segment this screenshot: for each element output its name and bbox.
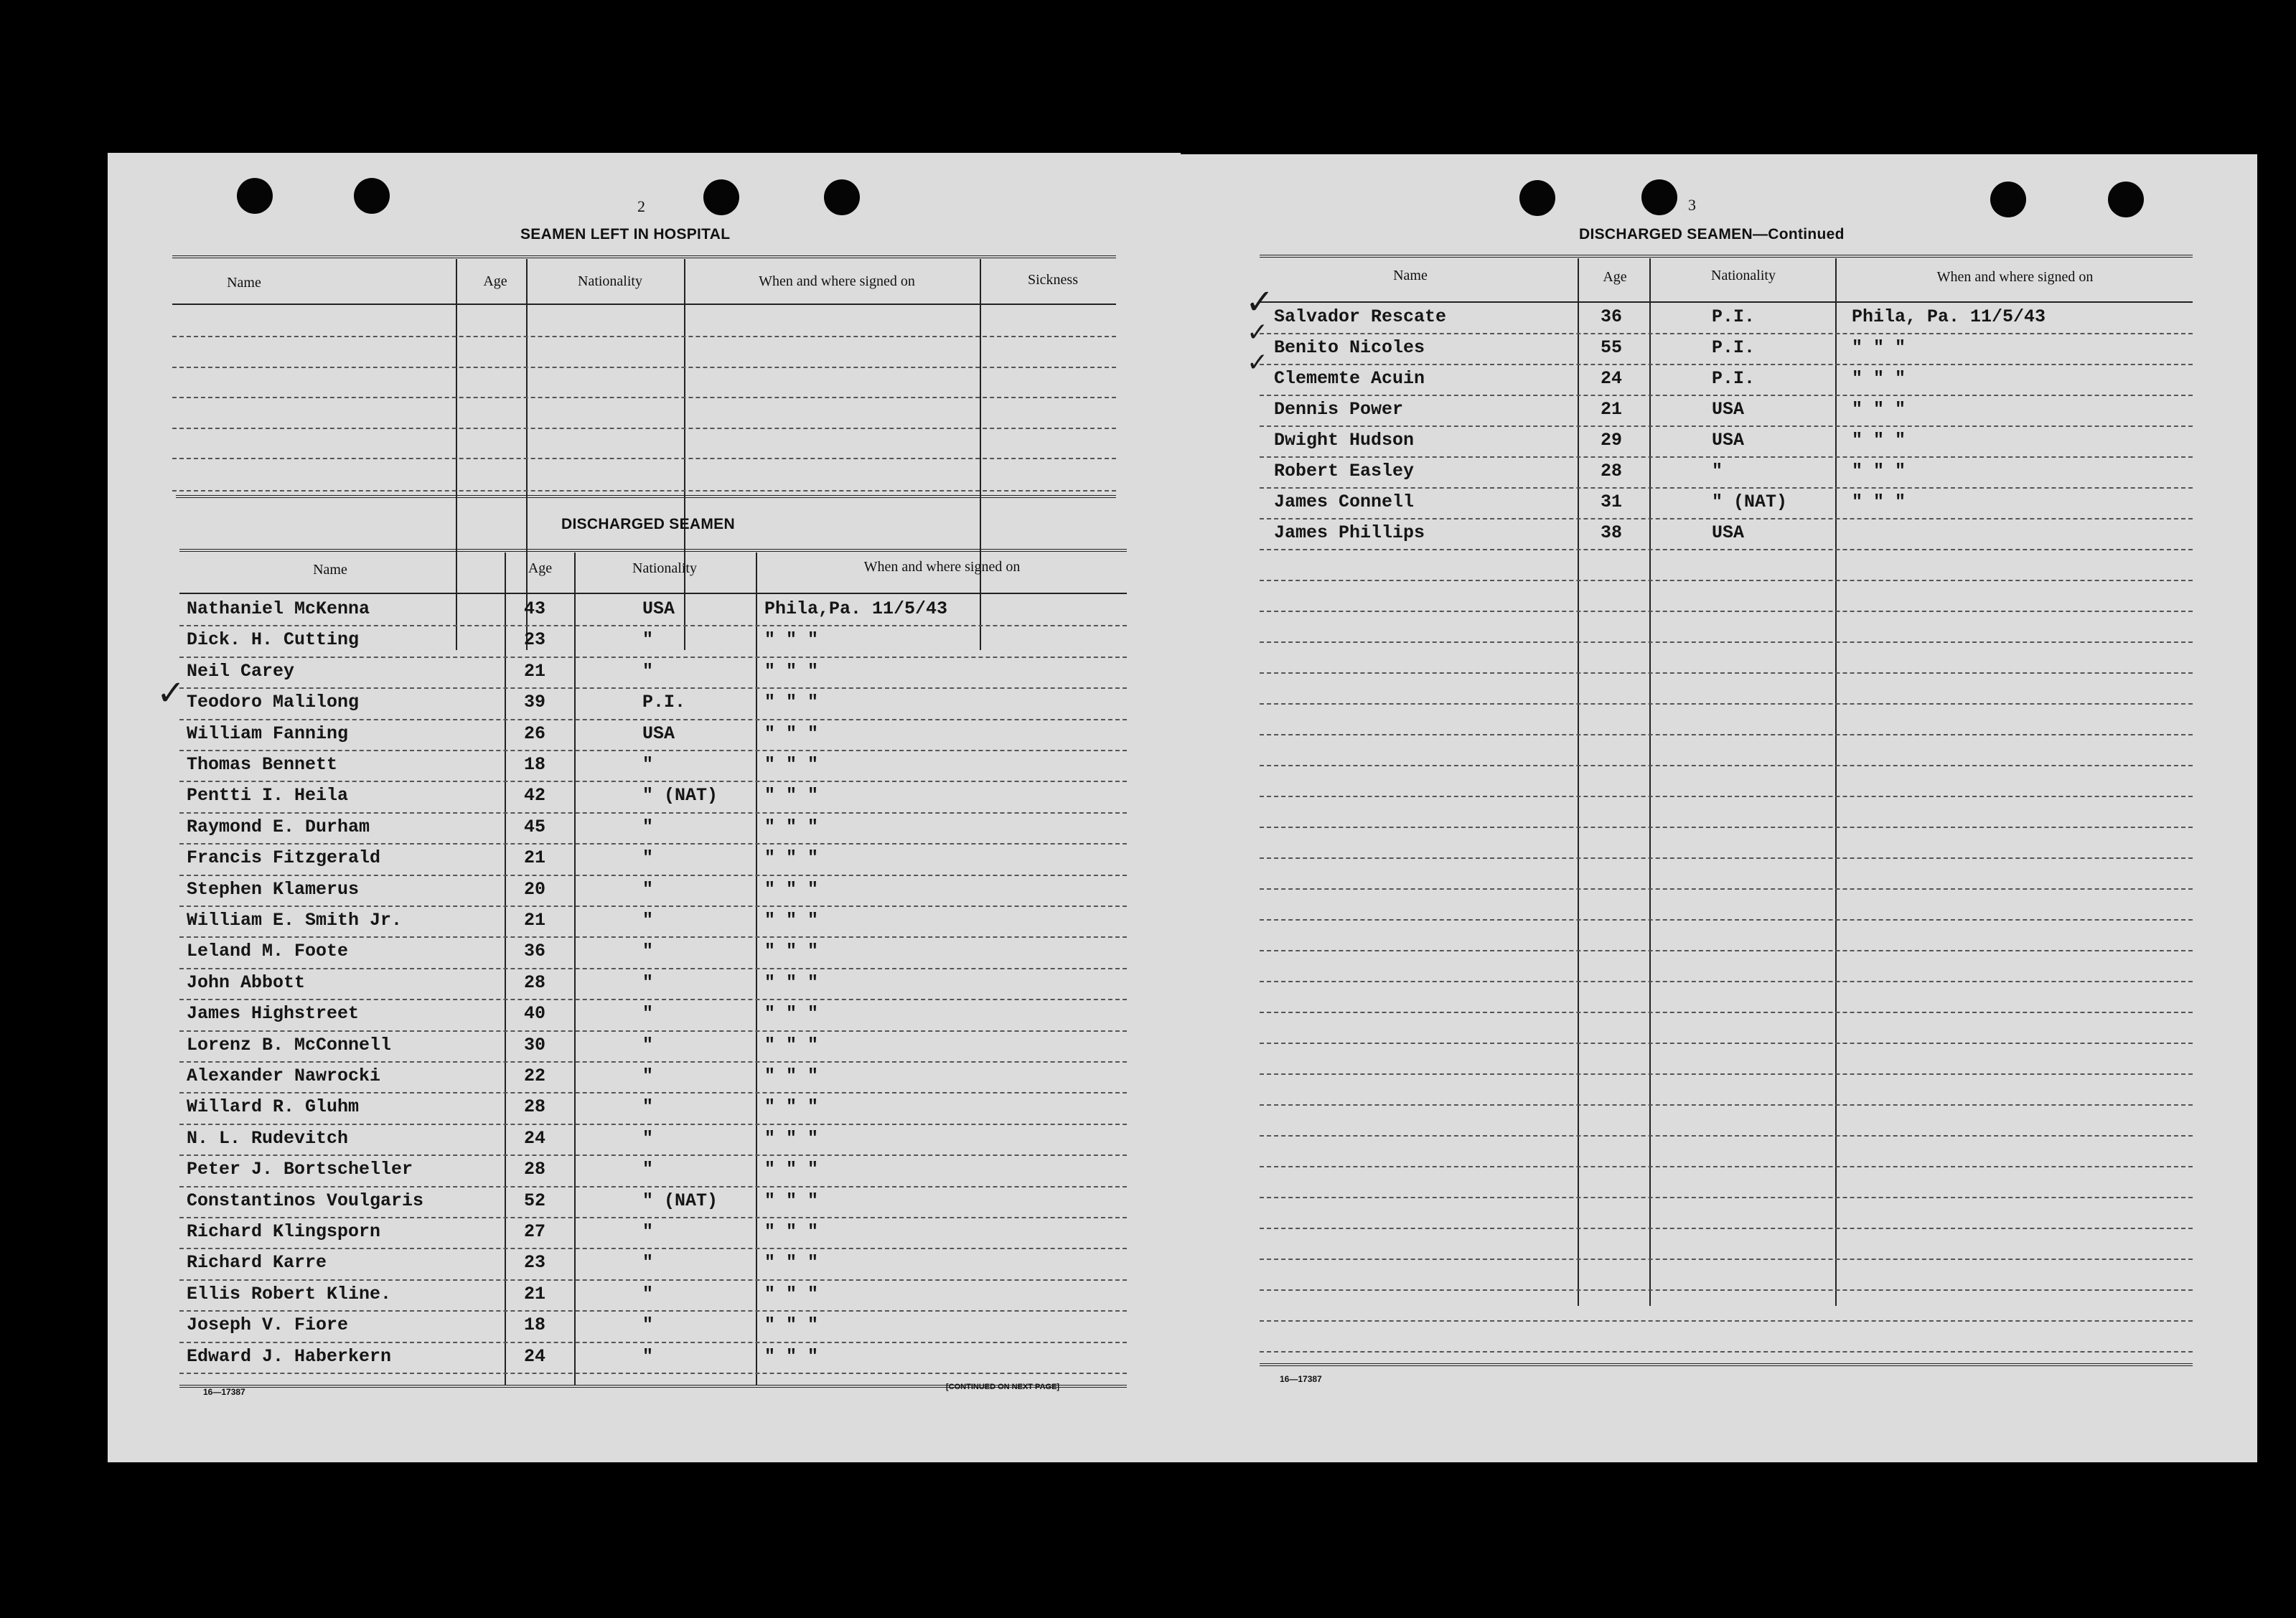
check-mark: ✓ [1247,318,1269,347]
row-rule [1260,796,2193,797]
row-rule [1260,1259,2193,1260]
rule [172,304,1116,305]
punch-hole [1641,179,1677,215]
row-nat: " [642,1096,654,1118]
row-rule [179,968,1127,969]
row-name: Alexander Nawrocki [187,1066,381,1086]
row-age: 27 [524,1221,546,1242]
hospital-header-name: Name [227,275,261,291]
rule [172,255,1116,258]
row-rule [1260,1104,2193,1106]
row-age: 21 [524,660,546,682]
row-nat: " [1712,461,1723,481]
row-rule [1260,950,2193,951]
discharged-header-name: Name [313,562,347,578]
row-rule [1260,580,2193,581]
row-nat: USA [1712,430,1745,451]
row-nat: " (NAT) [642,1190,718,1211]
rule [172,458,1116,459]
row-signed: " " " [764,754,819,775]
row-rule [179,906,1127,907]
rule [526,259,528,650]
row-signed: " " " [764,1221,819,1242]
right-header-signed: When and where signed on [1936,269,2094,285]
row-rule [1260,765,2193,766]
check-mark: ✓ [1245,282,1275,322]
row-age: 18 [524,1314,546,1336]
row-rule [179,1030,1127,1032]
punch-hole [703,179,739,215]
rule [684,259,685,650]
continued-note: [CONTINUED ON NEXT PAGE] [946,1383,1060,1391]
row-signed: " " " [764,629,819,651]
row-rule [179,812,1127,814]
row-name: Richard Karre [187,1252,327,1274]
row-rule [179,1217,1127,1218]
row-age: 24 [1601,368,1623,389]
punch-hole [2108,182,2144,217]
row-nat: " [642,878,654,900]
hospital-header-sickness: Sickness [1028,272,1078,288]
rule [1578,258,1579,1306]
row-rule [179,1279,1127,1281]
hospital-header-signed: When and where signed on [759,273,915,289]
row-name: Dwight Hudson [1274,430,1415,451]
row-name: Neil Carey [187,660,295,682]
row-nat: P.I. [1712,306,1756,327]
row-rule [179,936,1127,938]
row-name: N. L. Rudevitch [187,1127,349,1149]
rule [1260,255,2193,258]
row-rule [1260,1228,2193,1229]
row-name: Nathaniel McKenna [187,598,370,619]
row-name: Richard Klingsporn [187,1221,381,1242]
punch-hole [354,178,390,214]
row-nat: " [642,1345,654,1367]
row-rule [1260,456,2193,458]
row-nat: P.I. [1712,337,1756,358]
row-nat: P.I. [1712,368,1756,389]
row-age: 28 [524,1159,546,1180]
row-signed: " " " [764,692,819,713]
row-name: Francis Fitzgerald [187,847,381,869]
row-nat: " [642,1221,654,1242]
row-nat: " [642,1283,654,1304]
row-rule [1260,672,2193,674]
row-signed: " " " [1852,430,1906,451]
row-rule [1260,703,2193,705]
row-name: Stephen Klamerus [187,878,360,900]
row-age: 30 [524,1034,546,1055]
row-nat: " [642,1127,654,1149]
row-signed: " " " [764,847,819,869]
row-rule [1260,1166,2193,1167]
row-nat: USA [1712,522,1745,543]
row-rule [179,1124,1127,1125]
row-signed: " " " [764,785,819,806]
row-rule [1260,1012,2193,1013]
punch-hole [1519,180,1555,216]
row-signed: " " " [764,723,819,744]
row-name: Leland M. Foote [187,941,349,962]
row-age: 18 [524,754,546,775]
row-nat: " [642,941,654,962]
check-mark: ✓ [1247,348,1269,377]
row-rule [1260,1043,2193,1044]
left-page [108,153,1181,1462]
rule [1260,301,2193,303]
row-name: Willard R. Gluhm [187,1096,360,1118]
rule [176,495,1116,498]
row-nat: " [642,660,654,682]
row-nat: P.I. [642,692,686,713]
form-number: 16—17387 [1280,1374,1322,1384]
row-age: 20 [524,878,546,900]
row-rule [179,1310,1127,1312]
row-name: Peter J. Bortscheller [187,1159,413,1180]
row-rule [1260,827,2193,828]
row-nat: " [642,910,654,931]
row-age: 36 [524,941,546,962]
row-rule [1260,333,2193,334]
row-rule [1260,549,2193,550]
row-signed: " " " [764,941,819,962]
row-age: 26 [524,723,546,744]
row-age: 39 [524,692,546,713]
row-rule [1260,888,2193,890]
row-nat: " (NAT) [642,785,718,806]
row-name: Pentti I. Heila [187,785,349,806]
row-name: James Highstreet [187,1003,360,1025]
row-nat: " [642,847,654,869]
row-name: Raymond E. Durham [187,816,370,837]
row-nat: " [642,1066,654,1086]
row-age: 55 [1601,337,1623,358]
row-rule [1260,734,2193,735]
row-rule [179,1186,1127,1187]
row-age: 36 [1601,306,1623,327]
row-age: 23 [524,1252,546,1274]
row-nat: " [642,972,654,993]
row-signed: " " " [1852,399,1906,420]
right-header-nationality: Nationality [1711,268,1776,283]
row-age: 22 [524,1066,546,1086]
row-signed: " " " [764,1066,819,1086]
row-signed: " " " [764,1314,819,1336]
row-name: William E. Smith Jr. [187,910,403,931]
row-nat: " [642,816,654,837]
row-signed: " " " [1852,337,1906,358]
row-nat: " [642,1034,654,1055]
check-mark: ✓ [156,673,186,713]
row-name: James Phillips [1274,522,1425,543]
punch-hole [237,178,273,214]
right-page [1181,154,2257,1462]
row-signed: " " " [764,1345,819,1367]
row-signed: " " " [1852,461,1906,481]
row-rule [179,1061,1127,1063]
row-rule [1260,611,2193,612]
rule [1260,1363,2193,1366]
row-rule [1260,1351,2193,1353]
row-age: 21 [1601,399,1623,420]
rule [456,259,457,650]
row-rule [179,750,1127,751]
row-rule [1260,1135,2193,1137]
row-signed: Phila, Pa. 11/5/43 [1852,306,2046,327]
row-signed: " " " [764,1127,819,1149]
row-name: John Abbott [187,972,306,993]
row-rule [179,1373,1127,1374]
row-rule [179,1092,1127,1093]
row-age: 31 [1601,491,1623,512]
row-name: Clememte Acuin [1274,368,1425,389]
row-rule [1260,1320,2193,1322]
discharged-continued-title: DISCHARGED SEAMEN—Continued [1579,226,1845,243]
discharged-header-signed: When and where signed on [863,559,1021,575]
rule [172,397,1116,398]
row-nat: " [642,754,654,775]
hospital-header-nationality: Nationality [578,273,642,289]
row-age: 28 [524,1096,546,1118]
row-signed: " " " [764,1159,819,1180]
rule [1835,258,1837,1306]
row-rule [1260,364,2193,365]
row-rule [179,1154,1127,1156]
row-rule [1260,1197,2193,1198]
row-name: Teodoro Malilong [187,692,360,713]
page-number: 3 [1688,196,1696,214]
rule [172,490,1116,491]
row-signed: " " " [764,1190,819,1211]
row-age: 23 [524,629,546,651]
rule [172,428,1116,429]
row-name: Joseph V. Fiore [187,1314,349,1336]
row-nat: " [642,1252,654,1274]
row-rule [179,999,1127,1000]
row-name: Constantinos Voulgaris [187,1190,424,1211]
row-age: 45 [524,816,546,837]
punch-hole [1990,182,2026,217]
hospital-title: SEAMEN LEFT IN HOSPITAL [520,226,731,243]
row-signed: " " " [764,816,819,837]
row-age: 43 [524,598,546,619]
row-age: 28 [1601,461,1623,481]
row-signed: " " " [764,1003,819,1025]
row-name: Ellis Robert Kline. [187,1283,392,1304]
row-signed: " " " [764,1096,819,1118]
row-rule [179,625,1127,626]
row-rule [179,781,1127,782]
row-rule [1260,981,2193,982]
row-rule [1260,395,2193,396]
rule [179,593,1127,594]
row-age: 40 [524,1003,546,1025]
row-age: 38 [1601,522,1623,543]
row-age: 28 [524,972,546,993]
row-signed: " " " [764,1283,819,1304]
row-rule [179,1342,1127,1343]
row-rule [179,843,1127,845]
row-name: William Fanning [187,723,349,744]
row-name: Thomas Bennett [187,754,338,775]
right-header-age: Age [1603,269,1627,285]
row-name: Benito Nicoles [1274,337,1425,358]
row-name: James Connell [1274,491,1415,512]
row-signed: " " " [764,1034,819,1055]
discharged-title: DISCHARGED SEAMEN [561,516,735,532]
discharged-header-age: Age [528,560,553,576]
row-rule [179,657,1127,658]
page-number: 2 [637,197,645,215]
row-nat: USA [642,723,675,744]
row-nat: USA [1712,399,1745,420]
row-rule [1260,518,2193,519]
row-signed: " " " [1852,491,1906,512]
rule [179,549,1127,552]
row-nat: " (NAT) [1712,491,1788,512]
row-rule [1260,425,2193,427]
rule [980,259,981,650]
rule [172,336,1116,337]
row-age: 42 [524,785,546,806]
row-nat: " [642,1314,654,1336]
row-name: Salvador Rescate [1274,306,1447,327]
row-rule [1260,1073,2193,1075]
row-age: 29 [1601,430,1623,451]
punch-hole [824,179,860,215]
row-rule [179,687,1127,689]
row-rule [179,1248,1127,1249]
row-nat: " [642,1003,654,1025]
row-signed: " " " [1852,368,1906,389]
row-rule [1260,487,2193,489]
right-header-name: Name [1393,268,1428,283]
row-rule [1260,641,2193,643]
row-nat: " [642,629,654,651]
row-signed: " " " [764,660,819,682]
row-name: Robert Easley [1274,461,1415,481]
row-rule [1260,919,2193,921]
row-name: Dick. H. Cutting [187,629,360,651]
row-age: 24 [524,1127,546,1149]
row-rule [179,719,1127,720]
row-signed: Phila,Pa. 11/5/43 [764,598,948,619]
row-name: Dennis Power [1274,399,1404,420]
row-name: Lorenz B. McConnell [187,1034,392,1055]
row-signed: " " " [764,910,819,931]
row-nat: " [642,1159,654,1180]
row-rule [1260,857,2193,859]
row-age: 21 [524,910,546,931]
row-signed: " " " [764,878,819,900]
row-nat: USA [642,598,675,619]
row-signed: " " " [764,1252,819,1274]
rule [1649,258,1651,1306]
discharged-header-nationality: Nationality [632,560,697,576]
row-age: 52 [524,1190,546,1211]
row-age: 24 [524,1345,546,1367]
hospital-header-age: Age [483,273,507,289]
row-age: 21 [524,1283,546,1304]
row-signed: " " " [764,972,819,993]
row-name: Edward J. Haberkern [187,1345,392,1367]
row-age: 21 [524,847,546,869]
rule [172,367,1116,368]
row-rule [1260,1289,2193,1291]
row-rule [179,875,1127,876]
form-number: 16—17387 [203,1387,245,1397]
